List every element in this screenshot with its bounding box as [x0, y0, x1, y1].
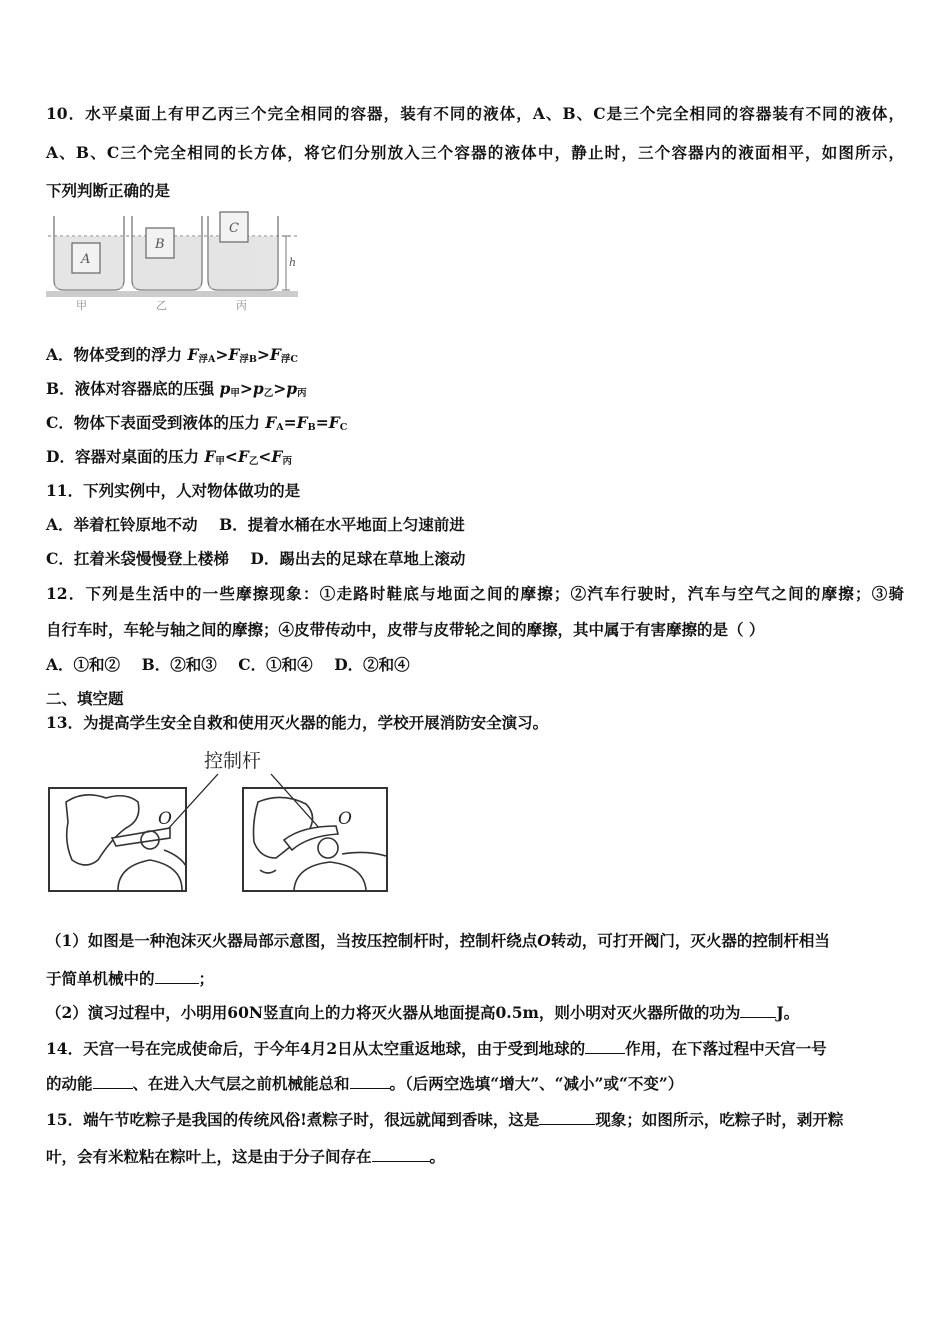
container-yi-label: 乙 — [156, 299, 167, 312]
q13-part1-line2: 于简单机械中的 ； — [46, 969, 215, 988]
left-hand — [66, 795, 139, 865]
q14-line2: 的动能 、在进入大气层之前机械能总和 。（后两空选填“增大”、“减小”或“不变”） — [46, 1074, 684, 1093]
answer-blank[interactable] — [740, 1003, 776, 1018]
right-hand — [254, 797, 313, 858]
answer-blank[interactable] — [539, 1110, 595, 1125]
pivot-o-right: O — [338, 809, 352, 829]
q15-line1: 15．端午节吃粽子是我国的传统风俗!煮粽子时，很远就闻到香味，这是 现象；如图所示，吃粽子时，剥开粽 — [46, 1110, 844, 1129]
q10-stem-line3: 下列判断正确的是 — [46, 181, 171, 200]
block-b-label: B — [155, 237, 165, 252]
container-jia-label: 甲 — [76, 299, 87, 312]
answer-blank[interactable] — [585, 1039, 625, 1054]
block-c-label: C — [229, 221, 239, 236]
q10-stem-line1: 10．水平桌面上有甲乙丙三个完全相同的容器，装有不同的液体，A、B、C是三个完全相同的容器装有不同的液体， — [46, 104, 904, 123]
q10-option-a: A．物体受到的浮力 $F_{浮A}>F_{浮B}>F_{浮C}$ — [46, 345, 298, 365]
q13-part2: （2）演习过程中，小明用60N竖直向上的力将灭火器从地面提高0.5m，则小明对灭火器所做的功为 J。 — [46, 1003, 800, 1022]
answer-blank[interactable] — [93, 1074, 133, 1089]
q13-stem: 13．为提高学生安全自救和使用灭火器的能力，学校开展消防安全演习。 — [46, 713, 549, 732]
q10-stem-line2: A、B、C三个完全相同的长方体，将它们分别放入三个容器的液体中，静止时，三个容器内的液面相平，如图所示， — [46, 143, 904, 162]
answer-blank[interactable] — [155, 969, 199, 984]
q10-option-d: D．容器对桌面的压力 $F_甲<F_乙<F_丙$ — [46, 447, 292, 467]
q12-options: A．①和② B．②和③ C．①和④ D．②和④ — [46, 655, 410, 674]
q13-extinguisher-figure — [46, 742, 391, 894]
answer-blank[interactable] — [350, 1074, 390, 1089]
q12-stem-line1: 12．下列是生活中的一些摩擦现象：①走路时鞋底与地面之间的摩擦；②汽车行驶时，汽车与空气之间的摩擦；③骑 — [46, 584, 904, 603]
q11-options-row2: C．扛着米袋慢慢登上楼梯 D．踢出去的足球在草地上滚动 — [46, 549, 466, 568]
pivot-o-left: O — [158, 809, 172, 829]
answer-blank[interactable] — [372, 1147, 430, 1162]
q13-part1-line1: （1）如图是一种泡沫灭火器局部示意图，当按压控制杆时，控制杆绕点O转动，可打开阀门，灭火器的控制杆相当 — [46, 931, 830, 950]
container-bing-label: 丙 — [236, 299, 247, 312]
q11-stem: 11．下列实例中，人对物体做功的是 — [46, 481, 301, 500]
q10-containers-figure — [46, 208, 298, 312]
depth-label: h — [289, 256, 297, 269]
q10-option-b: B．液体对容器底的压强 $p_甲>p_乙>p_丙$ — [46, 379, 307, 399]
q11-options-row1: A．举着杠铃原地不动 B．提着水桶在水平地面上匀速前进 — [46, 515, 465, 534]
q12-stem-line2: 自行车时，车轮与轴之间的摩擦；④皮带传动中，皮带与皮带轮之间的摩擦，其中属于有害摩擦的是（ ） — [46, 620, 765, 639]
q10-option-c: C．物体下表面受到液体的压力 $F_A=F_B=F_C$ — [46, 413, 348, 433]
section-fill-in-title: 二、填空题 — [46, 689, 124, 708]
block-a-label: A — [81, 252, 91, 267]
q14-line1: 14．天宫一号在完成使命后，于今年4月2日从太空重返地球，由于受到地球的 作用，在下落过程中天宫一号 — [46, 1039, 827, 1058]
q15-line2: 叶，会有米粒粘在粽叶上，这是由于分子间存在 。 — [46, 1147, 446, 1166]
control-lever-label: 控制杆 — [204, 750, 262, 772]
